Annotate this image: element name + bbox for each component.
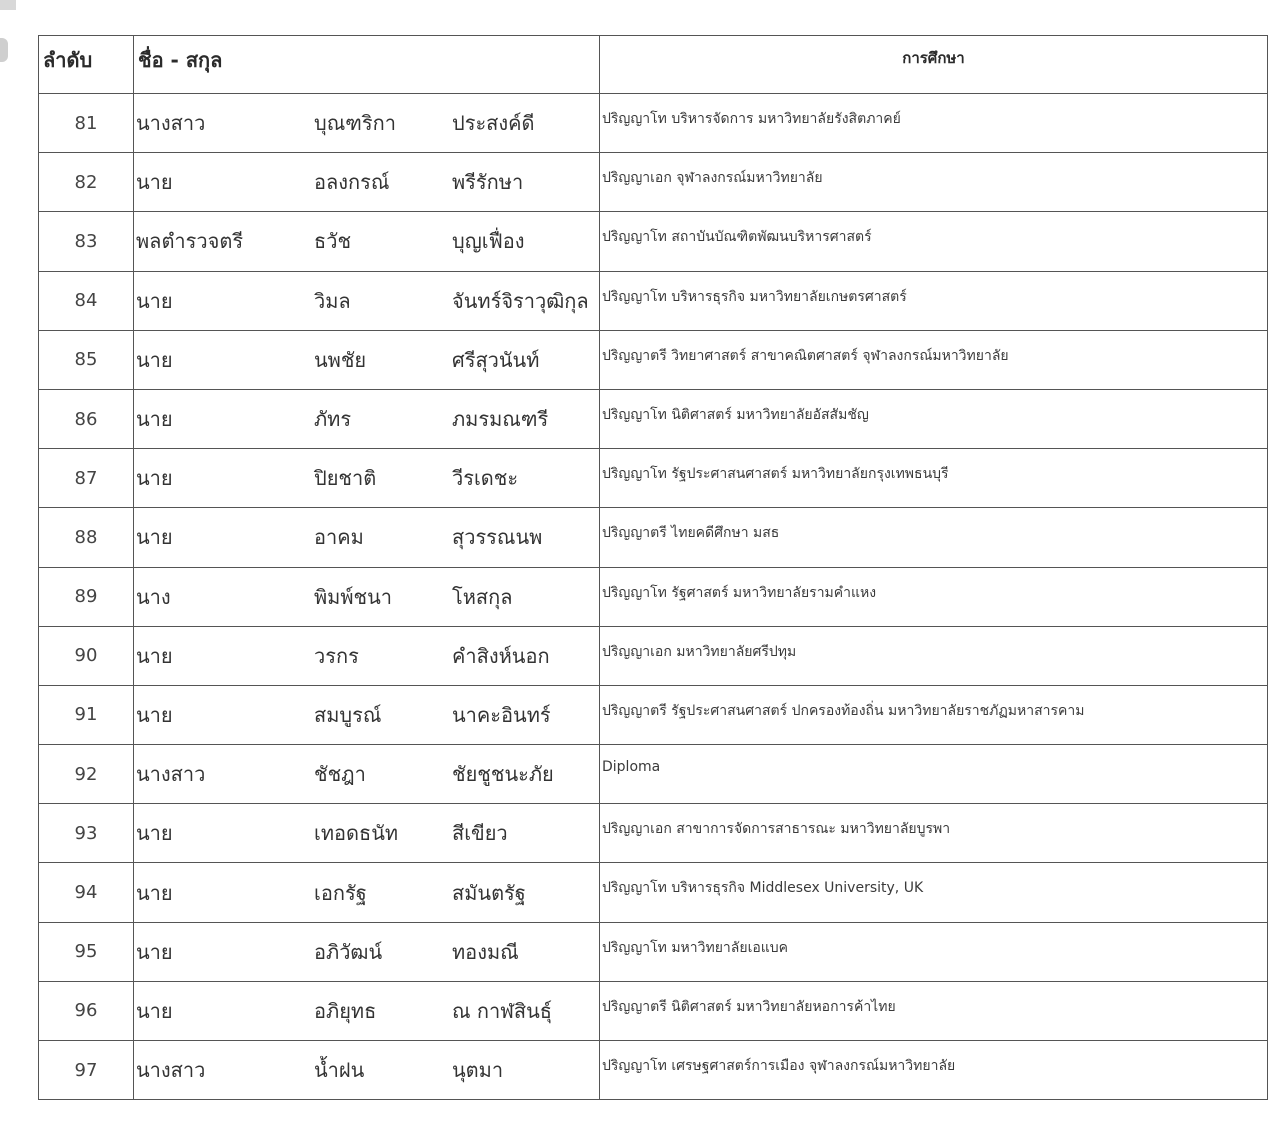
row-number: 91 <box>39 685 134 744</box>
name-wrap <box>134 285 599 317</box>
education-cell: ปริญญาตรี รัฐประศาสนศาสตร์ ปกครองท้องถิ่น มหาวิทยาลัยราชภัฏมหาสารคาม <box>600 685 1268 744</box>
name-cell <box>134 567 600 626</box>
table-row <box>39 94 1268 153</box>
name-wrap <box>134 1054 599 1086</box>
first-name: น้ำฝน <box>314 1058 365 1083</box>
name-wrap <box>134 107 599 139</box>
education-cell: ปริญญาโท เศรษฐศาสตร์การเมือง จุฬาลงกรณ์มหาวิทยาลัย <box>600 1041 1268 1100</box>
table-row <box>39 685 1268 744</box>
row-number: 81 <box>39 94 134 153</box>
name-cell <box>134 389 600 448</box>
row-number: 86 <box>39 389 134 448</box>
name-cell <box>134 449 600 508</box>
row-number: 83 <box>39 212 134 271</box>
last-name: ประสงค์ดี <box>452 111 535 136</box>
first-name: อาคม <box>314 525 364 550</box>
name-wrap <box>134 403 599 435</box>
name-cell <box>134 685 600 744</box>
name-wrap <box>134 166 599 198</box>
education-cell: ปริญญาโท บริหารจัดการ มหาวิทยาลัยรังสิตภาคย์ <box>600 94 1268 153</box>
first-name: ชัชฎา <box>314 762 366 787</box>
name-wrap <box>134 581 599 613</box>
last-name: คำสิงห์นอก <box>452 643 550 668</box>
education-cell: ปริญญาโท สถาบันบัณฑิตพัฒนบริหารศาสตร์ <box>600 212 1268 271</box>
education-cell: ปริญญาตรี วิทยาศาสตร์ สาขาคณิตศาสตร์ จุฬาลงกรณ์มหาวิทยาลัย <box>600 330 1268 389</box>
education-cell: ปริญญาตรี นิติศาสตร์ มหาวิทยาลัยหอการค้าไทย <box>600 981 1268 1040</box>
first-name: พิมพ์ชนา <box>314 584 393 609</box>
name-prefix: นาย <box>136 643 173 668</box>
name-prefix: นาย <box>136 170 173 195</box>
page-side-mark <box>0 38 8 62</box>
education-cell: ปริญญาตรี ไทยคดีศึกษา มสธ <box>600 508 1268 567</box>
name-wrap <box>134 344 599 376</box>
first-name: วิมล <box>314 288 351 313</box>
table-row <box>39 567 1268 626</box>
name-cell <box>134 922 600 981</box>
table-row <box>39 804 1268 863</box>
name-prefix: นาง <box>136 584 171 609</box>
education-cell: ปริญญาโท รัฐศาสตร์ มหาวิทยาลัยรามคำแหง <box>600 567 1268 626</box>
name-cell <box>134 745 600 804</box>
education-cell: ปริญญาโท บริหารธุรกิจ มหาวิทยาลัยเกษตรศาสตร์ <box>600 271 1268 330</box>
education-cell: ปริญญาโท นิติศาสตร์ มหาวิทยาลัยอัสสัมชัญ <box>600 389 1268 448</box>
last-name: โหสกุล <box>452 584 513 609</box>
table-row <box>39 330 1268 389</box>
last-name: สุวรรณนพ <box>452 525 543 550</box>
document-sheet <box>38 35 1268 1107</box>
name-prefix: นาย <box>136 466 173 491</box>
name-prefix: นางสาว <box>136 1058 206 1083</box>
name-wrap <box>134 640 599 672</box>
last-name: สีเขียว <box>452 821 508 846</box>
table-row <box>39 212 1268 271</box>
education-cell: ปริญญาโท รัฐประศาสนศาสตร์ มหาวิทยาลัยกรุงเทพธนบุรี <box>600 449 1268 508</box>
name-prefix: นาย <box>136 347 173 372</box>
first-name: อลงกรณ์ <box>314 170 390 195</box>
members-table <box>38 35 1268 1100</box>
row-number: 90 <box>39 626 134 685</box>
name-prefix: นาย <box>136 407 173 432</box>
header-name: ชื่อ - สกุล <box>134 36 600 94</box>
name-cell <box>134 804 600 863</box>
education-cell: ปริญญาเอก สาขาการจัดการสาธารณะ มหาวิทยาลัยบูรพา <box>600 804 1268 863</box>
name-wrap <box>134 699 599 731</box>
last-name: นาคะอินทร์ <box>452 702 551 727</box>
name-wrap <box>134 995 599 1027</box>
name-cell <box>134 94 600 153</box>
name-cell <box>134 330 600 389</box>
table-row <box>39 449 1268 508</box>
row-number: 92 <box>39 745 134 804</box>
name-cell <box>134 981 600 1040</box>
table-row <box>39 922 1268 981</box>
first-name: ธวัช <box>314 229 352 254</box>
last-name: จันทร์จิราวุฒิกุล <box>452 288 589 313</box>
name-prefix: นาย <box>136 939 173 964</box>
name-wrap <box>134 225 599 257</box>
row-number: 95 <box>39 922 134 981</box>
row-number: 97 <box>39 1041 134 1100</box>
name-prefix: นาย <box>136 288 173 313</box>
first-name: เอกรัฐ <box>314 880 367 905</box>
table-row <box>39 863 1268 922</box>
education-cell: ปริญญาโท บริหารธุรกิจ Middlesex University, UK <box>600 863 1268 922</box>
last-name: สมันตรัฐ <box>452 880 526 905</box>
name-wrap <box>134 936 599 968</box>
first-name: อภิวัฒน์ <box>314 939 383 964</box>
table-header-row <box>39 36 1268 94</box>
name-wrap <box>134 521 599 553</box>
first-name: สมบูรณ์ <box>314 702 382 727</box>
page-corner-mark <box>0 0 16 10</box>
row-number: 89 <box>39 567 134 626</box>
name-wrap <box>134 877 599 909</box>
name-cell <box>134 626 600 685</box>
row-number: 87 <box>39 449 134 508</box>
name-cell <box>134 153 600 212</box>
first-name: ภัทร <box>314 407 352 432</box>
row-number: 88 <box>39 508 134 567</box>
education-cell: ปริญญาเอก มหาวิทยาลัยศรีปทุม <box>600 626 1268 685</box>
name-cell <box>134 271 600 330</box>
header-order: ลำดับ <box>39 36 134 94</box>
table-row <box>39 153 1268 212</box>
table-row <box>39 981 1268 1040</box>
first-name: เทอดธนัท <box>314 821 399 846</box>
last-name: บุญเฟื่อง <box>452 229 525 254</box>
name-prefix: นาย <box>136 525 173 550</box>
table-row <box>39 1041 1268 1100</box>
name-cell <box>134 212 600 271</box>
row-number: 84 <box>39 271 134 330</box>
last-name: ศรีสุวนันท์ <box>452 347 540 372</box>
table-row <box>39 626 1268 685</box>
first-name: อภิยุทธ <box>314 998 377 1023</box>
last-name: ภมรมณฑรี <box>452 407 549 432</box>
name-wrap <box>134 462 599 494</box>
name-cell <box>134 508 600 567</box>
table-row <box>39 389 1268 448</box>
education-cell: ปริญญาเอก จุฬาลงกรณ์มหาวิทยาลัย <box>600 153 1268 212</box>
name-prefix: นาย <box>136 880 173 905</box>
first-name: ปิยชาติ <box>314 466 377 491</box>
name-wrap <box>134 817 599 849</box>
table-body <box>39 94 1268 1100</box>
row-number: 82 <box>39 153 134 212</box>
first-name: นพชัย <box>314 347 367 372</box>
last-name: วีรเดชะ <box>452 466 519 491</box>
first-name: วรกร <box>314 643 359 668</box>
table-row <box>39 745 1268 804</box>
row-number: 96 <box>39 981 134 1040</box>
education-cell: Diploma <box>600 745 1268 804</box>
table-row <box>39 271 1268 330</box>
name-prefix: นางสาว <box>136 111 206 136</box>
name-prefix: นาย <box>136 702 173 727</box>
last-name: ชัยชูชนะภัย <box>452 762 554 787</box>
name-prefix: นางสาว <box>136 762 206 787</box>
name-cell <box>134 1041 600 1100</box>
row-number: 93 <box>39 804 134 863</box>
table-row <box>39 508 1268 567</box>
name-prefix: นาย <box>136 998 173 1023</box>
name-prefix: นาย <box>136 821 173 846</box>
row-number: 85 <box>39 330 134 389</box>
last-name: ทองมณี <box>452 939 519 964</box>
name-cell <box>134 863 600 922</box>
last-name: พรีรักษา <box>452 170 524 195</box>
header-education: การศึกษา <box>600 36 1268 94</box>
name-prefix: พลตำรวจตรี <box>136 229 244 254</box>
row-number: 94 <box>39 863 134 922</box>
name-wrap <box>134 758 599 790</box>
last-name: นุตมา <box>452 1058 504 1083</box>
education-cell: ปริญญาโท มหาวิทยาลัยเอแบค <box>600 922 1268 981</box>
first-name: บุณฑริกา <box>314 111 396 136</box>
last-name: ณ กาฬสินธุ์ <box>452 998 553 1023</box>
